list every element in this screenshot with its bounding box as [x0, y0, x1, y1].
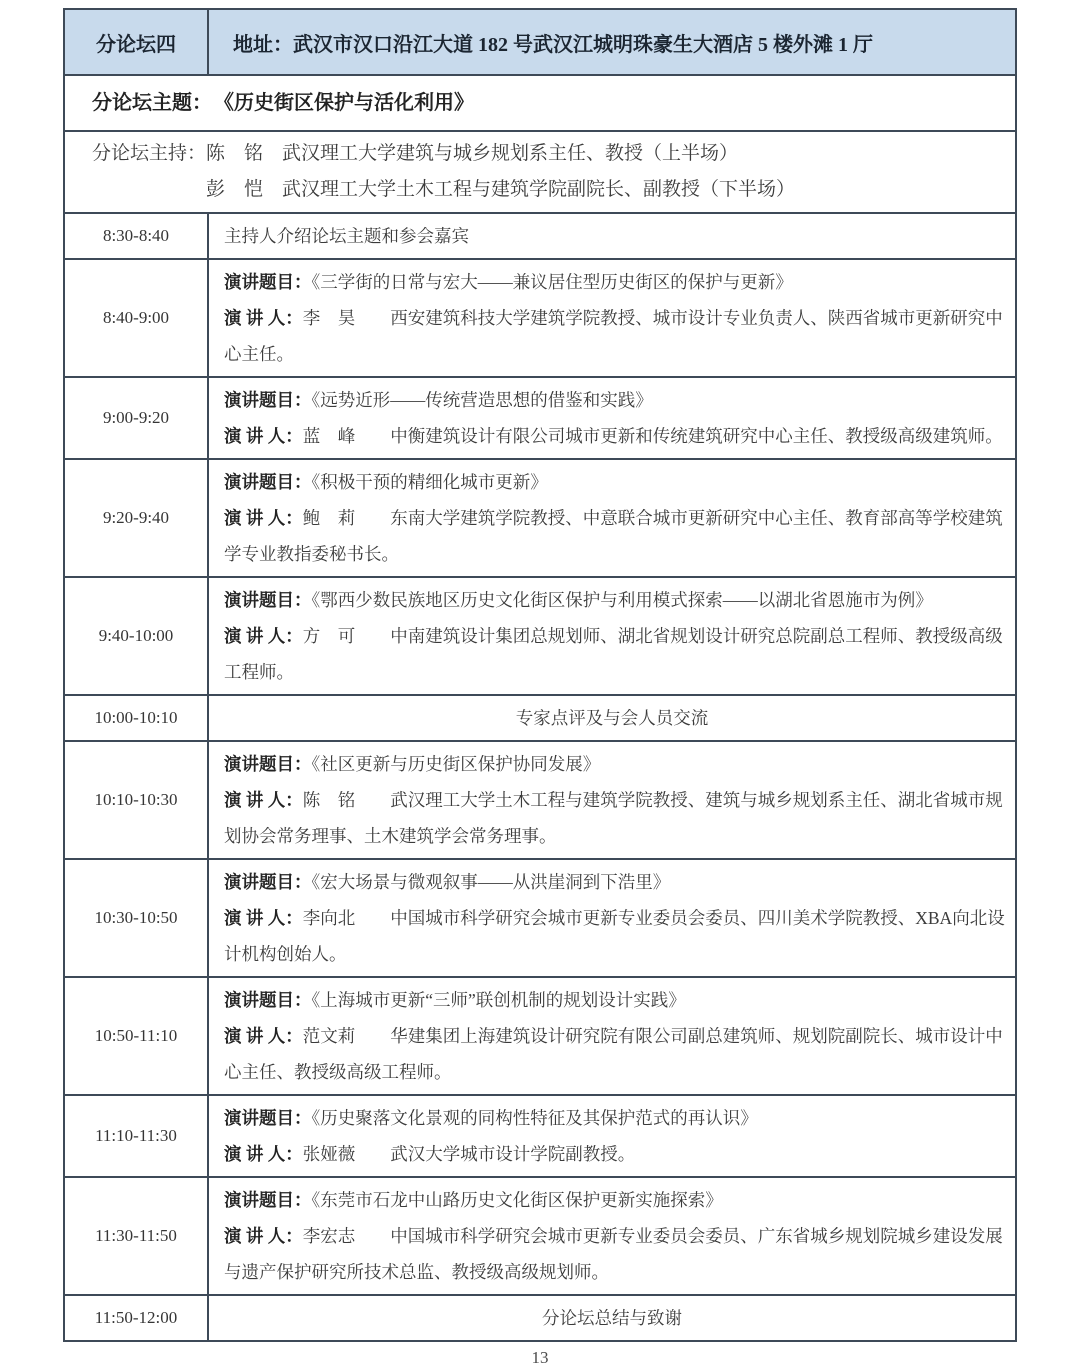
talk-title: 演讲题目：《宏大场景与微观叙事——从洪崖洞到下浩里》 — [224, 872, 671, 892]
time-cell: 11:30-11:50 — [65, 1178, 209, 1294]
time-cell: 9:20-9:40 — [65, 460, 209, 576]
time-cell: 9:40-10:00 — [65, 578, 209, 694]
talk-speaker-label: 演 讲 人： — [224, 626, 303, 646]
content-cell — [209, 696, 1015, 740]
talk-speaker-label: 演 讲 人： — [224, 908, 303, 928]
talk-title: 演讲题目：《三学街的日常与宏大——兼议居住型历史街区的保护与更新》 — [224, 272, 793, 292]
host-line: 陈 铭 武汉理工大学建筑与城乡规划系主任、教授（上半场） — [206, 143, 739, 164]
content-cell — [209, 1096, 1015, 1176]
time-cell: 8:30-8:40 — [65, 214, 209, 258]
talk-speaker: 演 讲 人：李 昊 西安建筑科技大学建筑学院教授、城市设计专业负责人、陕西省城市更新研究中心主任。 — [224, 308, 1003, 364]
talk-title: 演讲题目：《上海城市更新“三师”联创机制的规划设计实践》 — [224, 990, 686, 1010]
talk-title: 演讲题目：《社区更新与历史街区保护协同发展》 — [224, 754, 601, 774]
talk-speaker-label: 演 讲 人： — [224, 508, 303, 528]
schedule-row — [65, 1096, 1015, 1178]
hosts-label: 分论坛主持： — [92, 143, 207, 164]
schedule-row — [65, 260, 1015, 378]
talk-title-label: 演讲题目： — [224, 754, 312, 774]
session-text: 专家点评及与会人员交流 — [515, 708, 709, 728]
content-cell — [209, 978, 1015, 1094]
time-cell: 9:00-9:20 — [65, 378, 209, 458]
content-cell — [209, 460, 1015, 576]
time-cell: 11:10-11:30 — [65, 1096, 209, 1176]
schedule-row — [65, 696, 1015, 742]
session-text: 主持人介绍论坛主题和参会嘉宾 — [224, 226, 469, 246]
content-cell — [209, 742, 1015, 858]
content-cell — [209, 860, 1015, 976]
content-cell — [209, 378, 1015, 458]
schedule-row — [65, 214, 1015, 260]
schedule-row — [65, 860, 1015, 978]
time-cell: 10:30-10:50 — [65, 860, 209, 976]
schedule-row — [65, 460, 1015, 578]
talk-title-label: 演讲题目： — [224, 990, 312, 1010]
content-cell — [209, 1178, 1015, 1294]
schedule-row — [65, 742, 1015, 860]
theme-label: 分论坛主题： — [92, 92, 212, 114]
talk-speaker-label: 演 讲 人： — [224, 308, 303, 328]
hosts-row — [65, 132, 1015, 214]
talk-title-label: 演讲题目： — [224, 1190, 312, 1210]
talk-speaker: 演 讲 人：李宏志 中国城市科学研究会城市更新专业委员会委员、广东省城乡规划院城乡建设发展与遗产保护研究所技术总监、教授级高级规划师。 — [224, 1226, 1003, 1282]
session-text: 分论坛总结与致谢 — [542, 1308, 682, 1328]
host-line: 彭 恺 武汉理工大学土木工程与建筑学院副院长、副教授（下半场） — [206, 179, 796, 200]
content-cell — [209, 214, 1015, 258]
talk-speaker-label: 演 讲 人： — [224, 790, 303, 810]
talk-title: 演讲题目：《鄂西少数民族地区历史文化街区保护与利用模式探索——以湖北省恩施市为例》 — [224, 590, 933, 610]
talk-speaker: 演 讲 人：李向北 中国城市科学研究会城市更新专业委员会委员、四川美术学院教授、XBA向北设计机构创始人。 — [224, 908, 1005, 964]
schedule-row — [65, 978, 1015, 1096]
schedule-rows — [65, 214, 1015, 1340]
talk-title: 演讲题目：《东莞市石龙中山路历史文化街区保护更新实施探索》 — [224, 1190, 723, 1210]
talk-speaker: 演 讲 人：蓝 峰 中衡建筑设计有限公司城市更新和传统建筑研究中心主任、教授级高级建筑师。 — [224, 426, 1003, 446]
time-cell: 10:00-10:10 — [65, 696, 209, 740]
talk-title-label: 演讲题目： — [224, 472, 312, 492]
agenda-table — [63, 8, 1017, 1342]
time-cell: 10:10-10:30 — [65, 742, 209, 858]
time-cell: 8:40-9:00 — [65, 260, 209, 376]
time-cell: 10:50-11:10 — [65, 978, 209, 1094]
talk-title-label: 演讲题目： — [224, 272, 312, 292]
talk-title-label: 演讲题目： — [224, 390, 312, 410]
talk-title-label: 演讲题目： — [224, 872, 312, 892]
forum-label: 分论坛四 — [65, 10, 209, 74]
talk-speaker-label: 演 讲 人： — [224, 426, 303, 446]
talk-title-label: 演讲题目： — [224, 590, 312, 610]
content-cell — [209, 578, 1015, 694]
schedule-row — [65, 378, 1015, 460]
schedule-row — [65, 1178, 1015, 1296]
forum-address: 地址：武汉市汉口沿江大道 182 号武汉江城明珠豪生大酒店 5 楼外滩 1 厅 — [233, 33, 873, 56]
talk-speaker-label: 演 讲 人： — [224, 1226, 303, 1246]
content-cell — [209, 260, 1015, 376]
talk-speaker: 演 讲 人：方 可 中南建筑设计集团总规划师、湖北省规划设计研究总院副总工程师、教授级高级工程师。 — [224, 626, 1003, 682]
schedule-row — [65, 1296, 1015, 1340]
talk-speaker: 演 讲 人：陈 铭 武汉理工大学土木工程与建筑学院教授、建筑与城乡规划系主任、湖北省城市规划协会常务理事、土木建筑学会常务理事。 — [224, 790, 1003, 846]
theme-row — [65, 76, 1015, 132]
talk-speaker: 演 讲 人：鲍 莉 东南大学建筑学院教授、中意联合城市更新研究中心主任、教育部高等学校建筑学专业教指委秘书长。 — [224, 508, 1003, 564]
schedule-row — [65, 578, 1015, 696]
theme-value: 《历史街区保护与活化利用》 — [224, 92, 474, 114]
header-row — [65, 10, 1015, 76]
talk-title: 演讲题目：《远势近形——传统营造思想的借鉴和实践》 — [224, 390, 653, 410]
hosts-lines — [206, 136, 1005, 208]
page-number: 13 — [531, 1348, 549, 1367]
talk-speaker-label: 演 讲 人： — [224, 1144, 303, 1164]
talk-title: 演讲题目：《历史聚落文化景观的同构性特征及其保护范式的再认识》 — [224, 1108, 758, 1128]
talk-speaker: 演 讲 人：张娅薇 武汉大学城市设计学院副教授。 — [224, 1144, 636, 1164]
talk-speaker: 演 讲 人：范文莉 华建集团上海建筑设计研究院有限公司副总建筑师、规划院副院长、城市设计中心主任、教授级高级工程师。 — [224, 1026, 1003, 1082]
talk-title: 演讲题目：《积极干预的精细化城市更新》 — [224, 472, 548, 492]
talk-title-label: 演讲题目： — [224, 1108, 312, 1128]
time-cell: 11:50-12:00 — [65, 1296, 209, 1340]
talk-speaker-label: 演 讲 人： — [224, 1026, 303, 1046]
content-cell — [209, 1296, 1015, 1340]
